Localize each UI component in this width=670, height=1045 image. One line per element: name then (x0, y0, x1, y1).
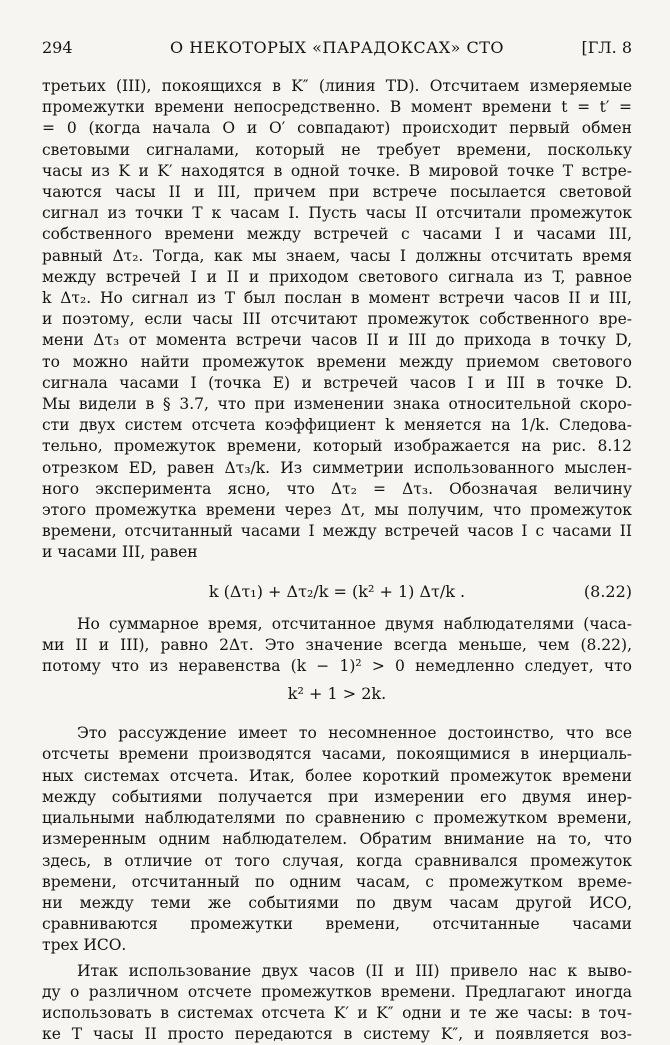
text-line: световыми сигналами, который не требует времени, поскольку (42, 140, 632, 159)
text-line: мени Δτ₃ от момента встречи часов II и III до прихода в точку D, (42, 331, 632, 350)
text-line: измеренным одним наблюдателем. Обратим внимание на то, что (42, 830, 632, 849)
inequality: k² + 1 > 2k. (287, 684, 387, 704)
text-line: собственного времени между встречей с часами I и часами III, (42, 225, 632, 244)
text-line: ного эксперимента ясно, что Δτ₂ = Δτ₃. Обозначая величину (42, 479, 632, 498)
text-line: ке T часы II просто передаются в систему K″, и появляется воз- (42, 1025, 632, 1044)
text-line: тельно, промежуток времени, который изображается на рис. 8.12 (42, 437, 632, 456)
chapter-marker: [ГЛ. 8 (581, 38, 632, 57)
text-line: здесь, в отличие от того случая, когда сравнивался промежуток (42, 851, 632, 870)
equation-number: (8.22) (583, 581, 632, 601)
text-line: циальными наблюдателями по сравнению с промежутком времени, (42, 809, 632, 828)
text-line: времени, отсчитанный часами I между встречей часов I с часами II (42, 522, 632, 541)
text-line: Это рассуждение имеет то несомненное достоинство, что все (77, 724, 632, 743)
text-line: часы из K и K′ находятся в одной точке. В мировой точке T встре- (42, 161, 632, 180)
text-line: сти двух систем отсчета коэффициент k меняется на 1/k. Следова- (42, 416, 632, 435)
text-line: равный Δτ₂. Тогда, как мы знаем, часы I должны отсчитать время (42, 246, 632, 265)
paragraph-1 (42, 76, 632, 564)
text-line: промежутки времени непосредственно. В момент времени t = t′ = (42, 98, 632, 117)
text-line: сравниваются промежутки времени, отсчитанные часами (42, 915, 632, 934)
text-line: использовать в системах отсчета K′ и K″ одни и те же часы: в точ- (42, 1003, 632, 1022)
text-line: ни между теми же событиями по двум часам другой ИСО, (42, 893, 632, 912)
text-line: = 0 (когда начала O и O′ совпадают) происходит первый обмен (42, 119, 632, 138)
page-body (42, 76, 632, 1045)
text-line: трех ИСО. (42, 936, 127, 955)
text-line: то можно найти промежуток времени между приемом светового (42, 352, 632, 371)
text-line: и часами III, равен (42, 543, 198, 562)
text-line: времени, отсчитанный по одним часам, с промежутком време- (42, 872, 632, 891)
text-line: Итак использование двух часов (II и III) привело нас к выво- (77, 961, 632, 980)
text-line: k Δτ₂. Но сигнал из T был послан в момент встречи часов II и III, (42, 289, 632, 308)
equation-8-22 (42, 570, 632, 614)
text-line: Но суммарное время, отсчитанное двумя наблюдателями (часа- (77, 614, 632, 633)
text-line: этого промежутка времени через Δτ, мы получим, что промежуток (42, 501, 632, 520)
paragraph-3 (42, 723, 632, 956)
page-number: 294 (42, 38, 73, 57)
running-header (42, 37, 632, 59)
text-line: Мы видели в § 3.7, что при изменении знака относительной скоро- (42, 395, 632, 414)
text-line: между встречей I и II и приходом светового сигнала из T, равное (42, 267, 632, 286)
text-line: сигнала часами I (точка E) и встречей часов I и III в точке D. (42, 373, 632, 392)
text-line: сигнал из точки T к часам I. Пусть часы II отсчитали промежуток (42, 204, 632, 223)
paragraph-2 (42, 614, 632, 678)
paragraph-4 (42, 961, 632, 1045)
text-line: ду о различном отсчете промежутков времени. Предлагают иногда (42, 982, 632, 1001)
text-line: между событиями получается при измерении его двумя инер- (42, 787, 632, 806)
text-line: третьих (III), покоящихся в K″ (линия TD). Отсчитаем измеряемые (42, 77, 632, 95)
text-line: отсчеты времени производятся часами, покоящимися в инерциаль- (42, 745, 632, 764)
text-line: потому что из неравенства (k − 1)² > 0 немедленно следует, что (42, 657, 632, 676)
equation-formula: k (Δτ₁) + Δτ₂/k = (k² + 1) Δτ/k . (208, 581, 466, 601)
text-line: и поэтому, если часы III отсчитают промежуток собственного вре- (42, 310, 632, 329)
text-line: чаются часы II и III, причем при встрече посылается световой (42, 183, 632, 202)
text-line: ных системах отсчета. Итак, более короткий промежуток времени (42, 766, 632, 785)
text-line: ми II и III), равно 2Δτ. Это значение всегда меньше, чем (8.22), (42, 635, 632, 654)
text-line: отрезком ED, равен Δτ₃/k. Из симметрии использованного мыслен- (42, 458, 632, 477)
running-title: О НЕКОТОРЫХ «ПАРАДОКСАХ» СТО (169, 38, 504, 57)
